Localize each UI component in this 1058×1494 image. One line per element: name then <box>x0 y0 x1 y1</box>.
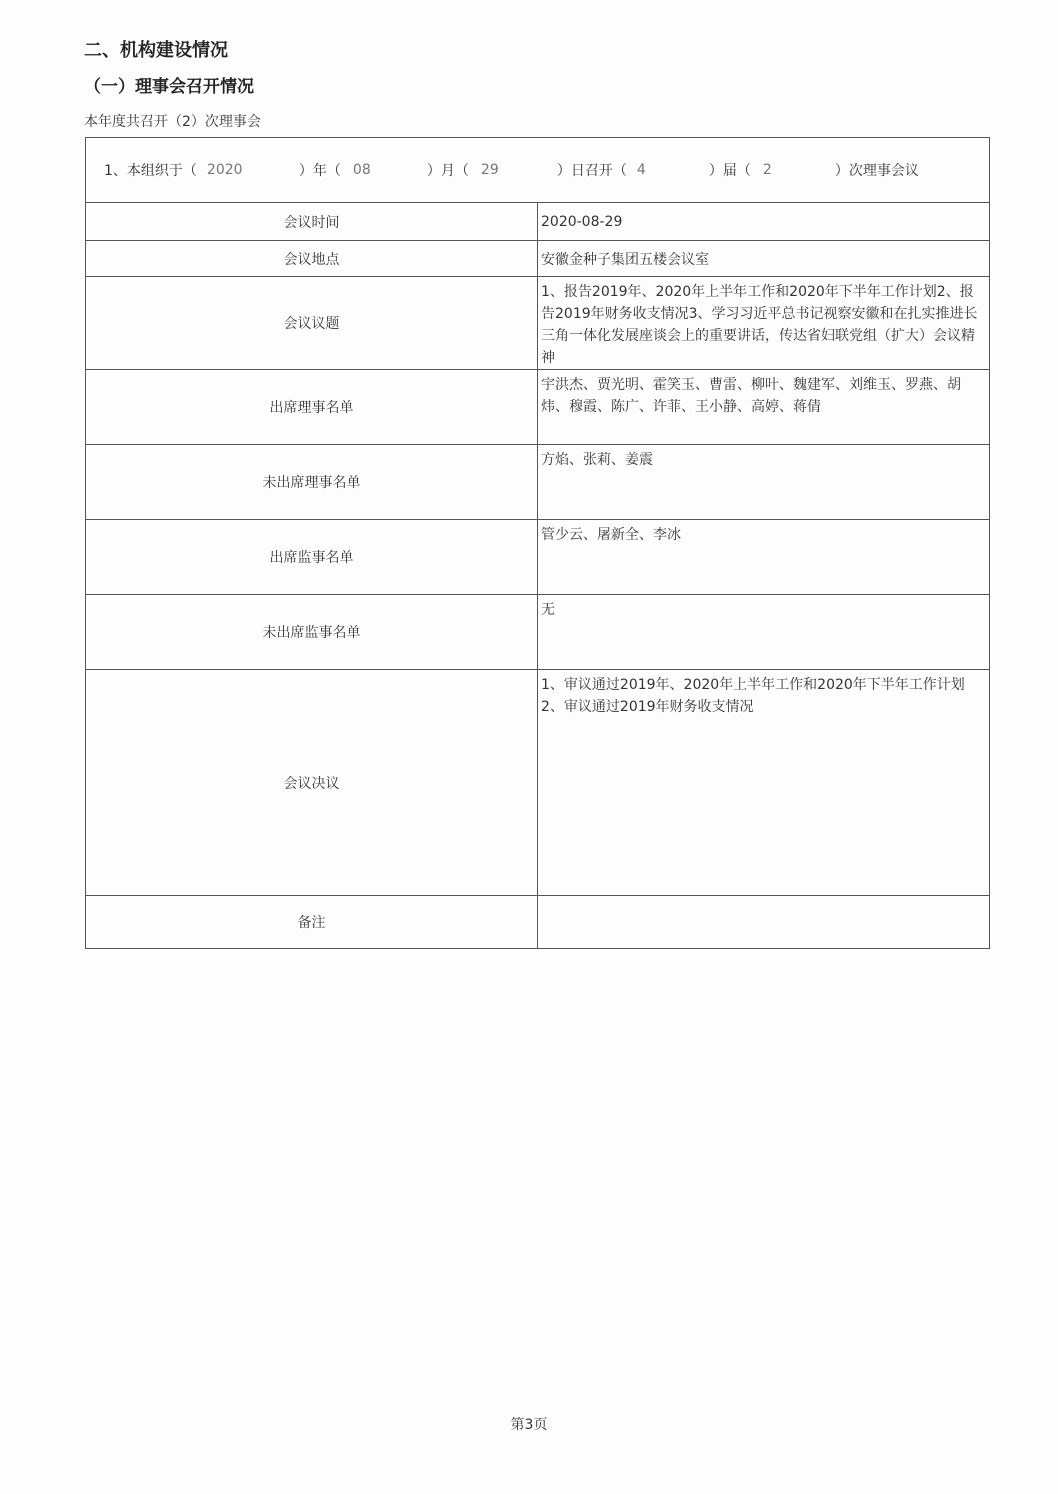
meeting-topics-label: 会议议题 <box>86 277 538 370</box>
meeting-year-suffix: ）年（ <box>298 163 341 179</box>
row-meeting-location <box>86 241 990 277</box>
meeting-topics-value: 1、报告2019年、2020年上半年工作和2020年下半年工作计划2、报告2019年财务收支情况3、学习习近平总书记视察安徽和在扎实推进长三角一体化发展座谈会上的重要讲话，传达省妇联党组（扩大）会议精神 <box>538 277 990 370</box>
attending-supervisors-value: 管少云、屠新全、李冰 <box>538 520 990 595</box>
meeting-day-suffix: ）日召开（ <box>556 163 627 179</box>
meeting-count-field: 2 <box>762 162 772 178</box>
meeting-time-label: 会议时间 <box>86 203 538 241</box>
remarks-label: 备注 <box>86 896 538 949</box>
attending-directors-value: 宇洪杰、贾光明、霍笑玉、曹雷、柳叶、魏建军、刘维玉、罗燕、胡炜、穆霞、陈广、许菲、王小静、高婷、蒋倩 <box>538 370 990 445</box>
meeting-count-suffix: ）次理事会议 <box>834 163 919 179</box>
meeting-month-field: 08 <box>352 162 371 178</box>
meeting-header-cell <box>86 138 990 203</box>
meeting-location-label: 会议地点 <box>86 241 538 277</box>
attending-supervisors-label: 出席监事名单 <box>86 520 538 595</box>
meeting-month-suffix: ）月（ <box>426 163 469 179</box>
page-number: 第3页 <box>510 1417 548 1433</box>
row-meeting-time <box>86 203 990 241</box>
absent-directors-value: 方焰、张莉、姜震 <box>538 445 990 520</box>
meeting-session-suffix: ）届（ <box>708 163 751 179</box>
board-meeting-table <box>85 137 990 949</box>
meeting-time-value: 2020-08-29 <box>538 203 990 241</box>
attending-directors-label: 出席理事名单 <box>86 370 538 445</box>
resolutions-label: 会议决议 <box>86 670 538 896</box>
section-heading: 二、机构建设情况 <box>84 40 228 61</box>
meeting-header-prefix: 1、本组织于（ <box>104 163 197 179</box>
meeting-session-field: 4 <box>636 162 646 178</box>
absent-directors-label: 未出席理事名单 <box>86 445 538 520</box>
meeting-year-field: 2020 <box>206 162 243 178</box>
resolutions-value: 1、审议通过2019年、2020年上半年工作和2020年下半年工作计划2、审议通过2019年财务收支情况 <box>538 670 990 896</box>
row-absent-directors <box>86 445 990 520</box>
row-absent-supervisors <box>86 595 990 670</box>
absent-supervisors-value: 无 <box>538 595 990 670</box>
row-attending-supervisors <box>86 520 990 595</box>
meeting-header-row <box>86 138 990 203</box>
remarks-value <box>538 896 990 949</box>
board-meeting-summary: 本年度共召开（2）次理事会 <box>84 114 261 130</box>
row-resolutions <box>86 670 990 896</box>
meeting-location-value: 安徽金种子集团五楼会议室 <box>538 241 990 277</box>
row-attending-directors <box>86 370 990 445</box>
meeting-day-field: 29 <box>480 162 499 178</box>
absent-supervisors-label: 未出席监事名单 <box>86 595 538 670</box>
row-meeting-topics <box>86 277 990 370</box>
subsection-heading: （一）理事会召开情况 <box>84 77 254 97</box>
meeting-header-line <box>104 160 989 180</box>
row-remarks <box>86 896 990 949</box>
